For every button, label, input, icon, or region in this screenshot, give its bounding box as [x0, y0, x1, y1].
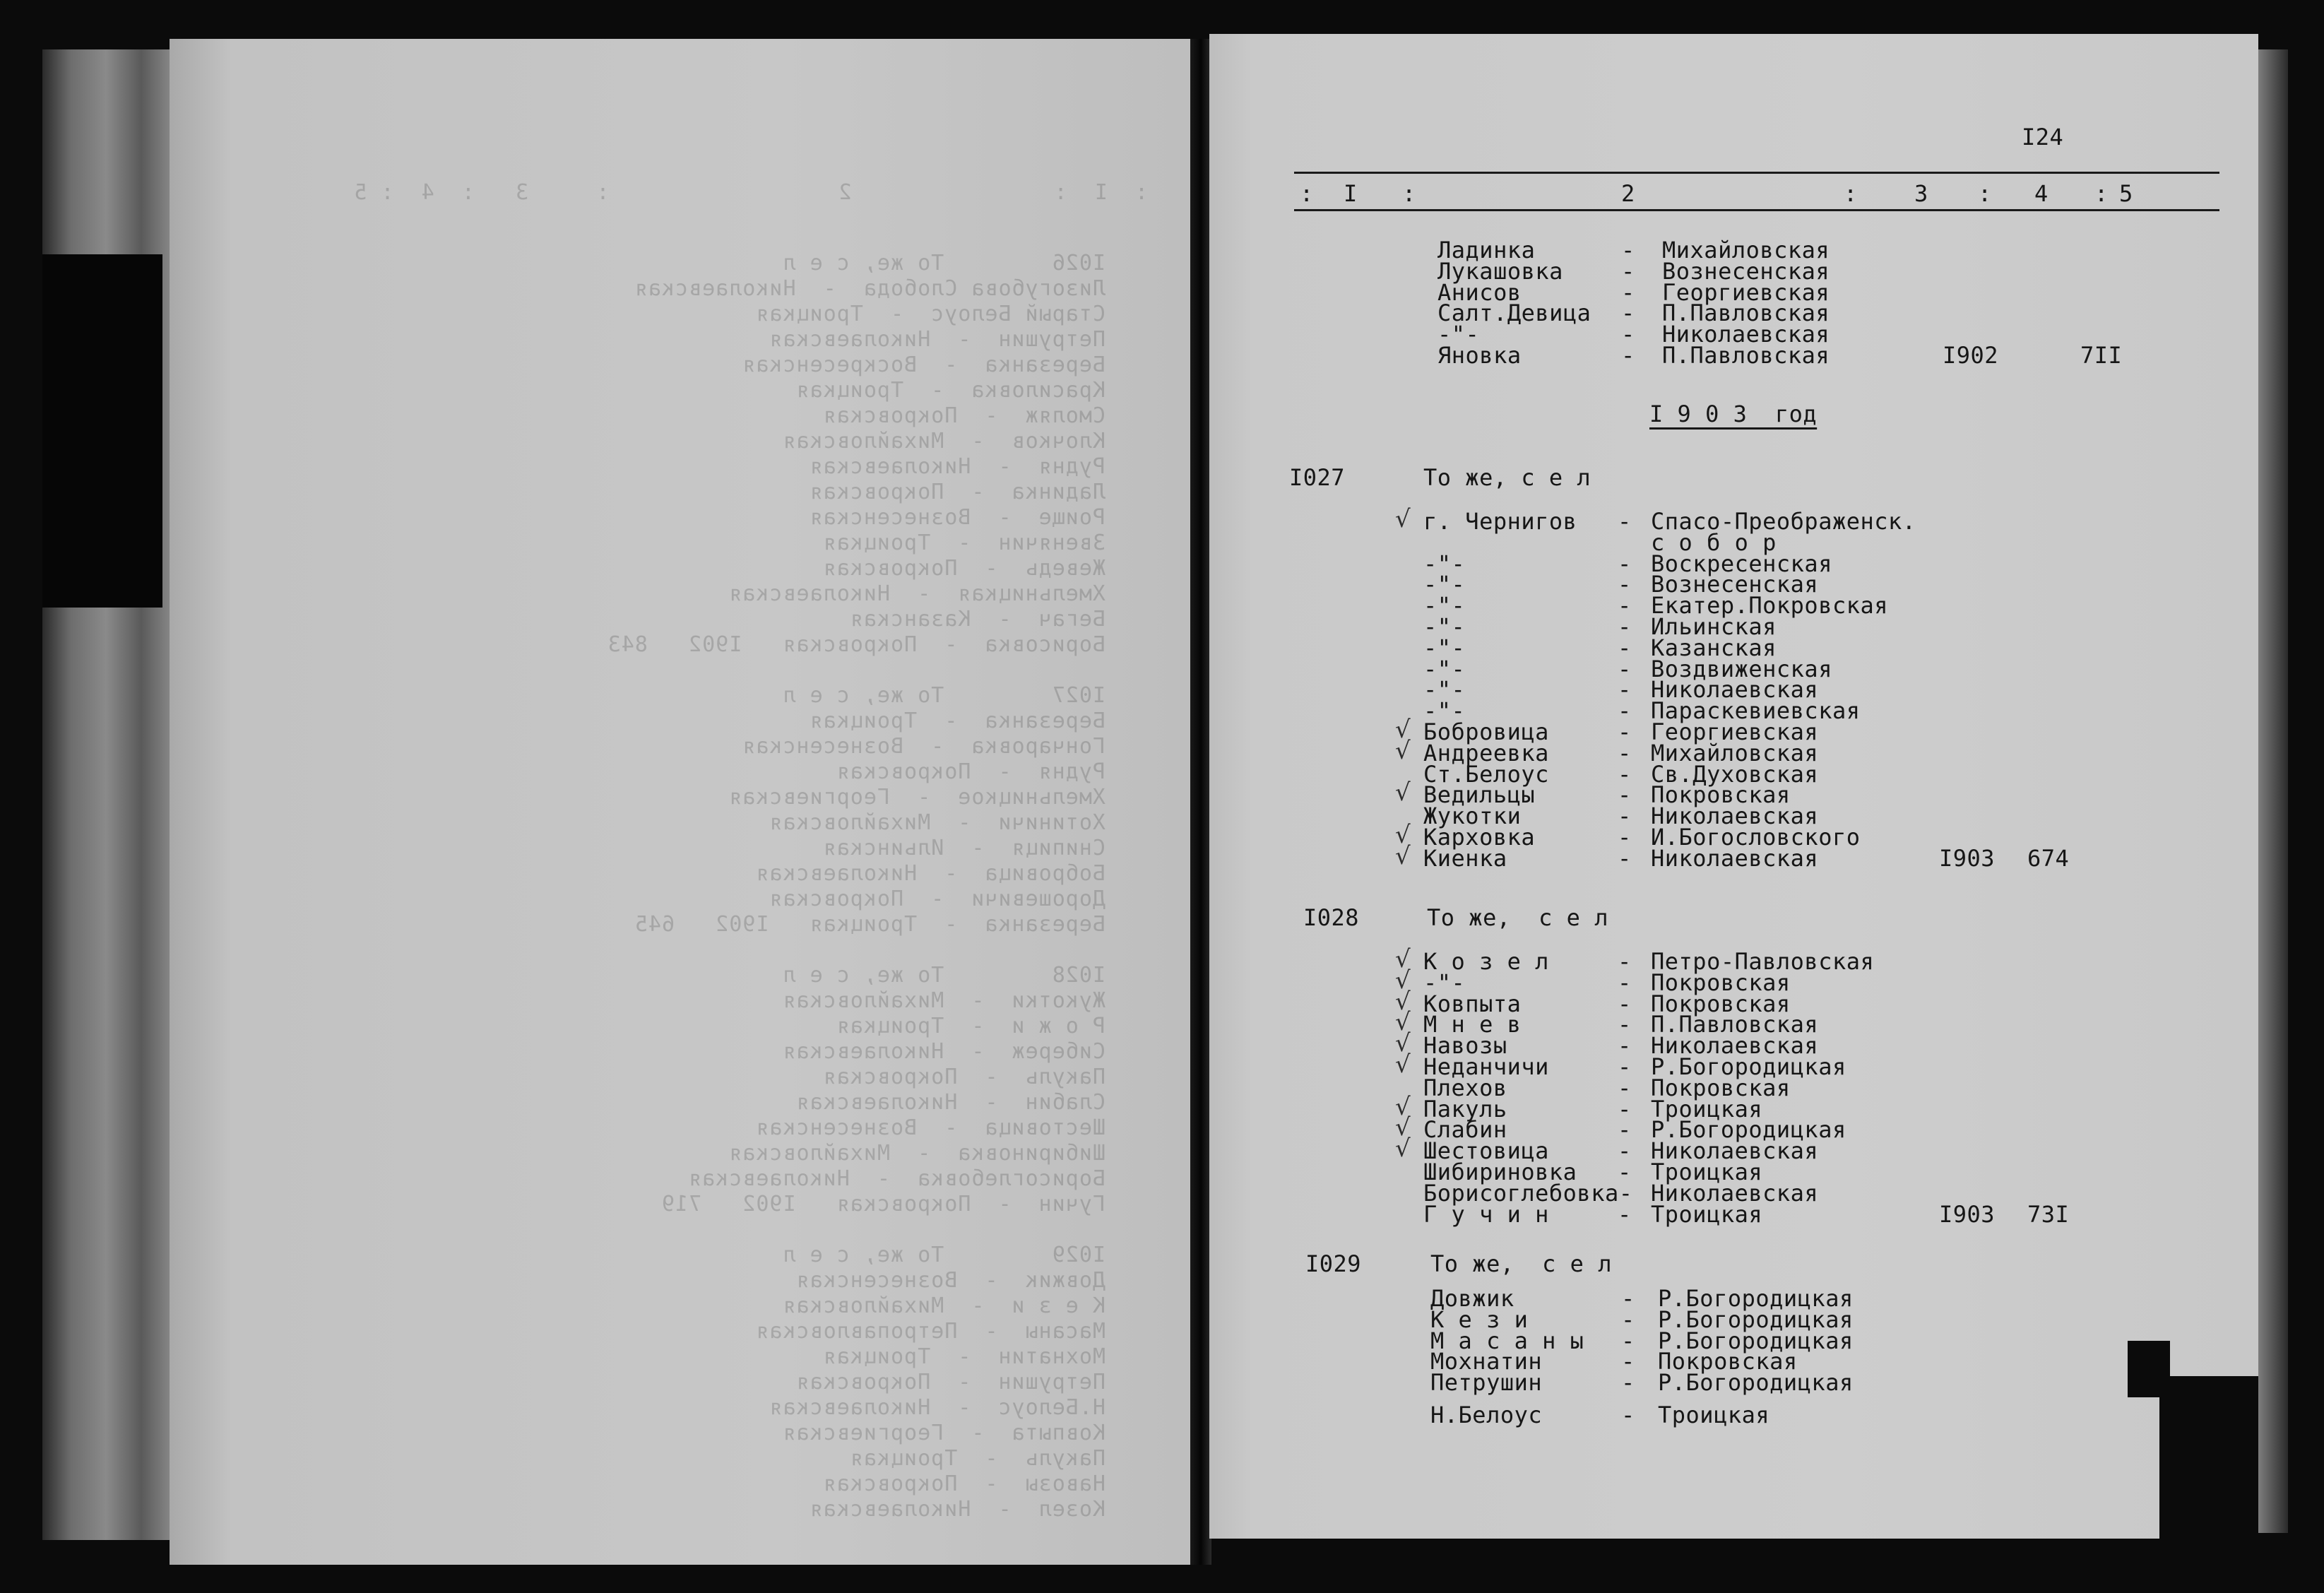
- entry-row-dash: -: [1618, 613, 1632, 640]
- entry-row-place: Н.Белоус: [1430, 1402, 1543, 1428]
- entry-row-dash: -: [1621, 1305, 1635, 1333]
- entry-row-church: Покровская: [1651, 781, 1791, 809]
- entry-row-church: П.Павловская: [1651, 1011, 1819, 1038]
- entry-row-dash: -: [1618, 508, 1632, 535]
- entry-row-dash: -: [1618, 1137, 1632, 1165]
- top-year: I902: [1943, 342, 1999, 369]
- entry-row-check-mark: √: [1395, 987, 1411, 1016]
- showthrough-line: Петрушин - Покровская: [795, 1370, 1105, 1394]
- showthrough-header: : I : 2 : 3 : 4 : 5: [353, 180, 1148, 205]
- showthrough-line: Навозы - Покровская: [822, 1471, 1105, 1496]
- entry-row-place: -"-: [1423, 697, 1466, 725]
- entry-row-check-mark: √: [1395, 716, 1411, 744]
- entry-row-place: Андреевка: [1423, 739, 1549, 766]
- top-church: Николаевская: [1662, 321, 1830, 348]
- entry-row-dash: -: [1621, 1369, 1635, 1397]
- showthrough-line: Жеведь - Покровская: [822, 556, 1105, 581]
- entry-row-church: Воздвиженская: [1651, 655, 1832, 682]
- entry-row-dash: -: [1618, 739, 1632, 766]
- showthrough-line: Пакуль - Троицкая: [849, 1446, 1105, 1471]
- showthrough-line: I028 То же, с е л: [782, 963, 1105, 988]
- black-tab-upper: [42, 254, 162, 608]
- entry-row-place: Мохнатин: [1430, 1348, 1543, 1375]
- entry-row-church: с о б о р: [1651, 528, 1777, 556]
- entry-row-place: Жукотки: [1423, 803, 1522, 830]
- entry-row-church: Р.Богородицкая: [1658, 1369, 1854, 1397]
- showthrough-line: Ладинка - Покровская: [809, 480, 1105, 504]
- entry-row-place: Петрушин: [1430, 1369, 1543, 1397]
- showthrough-line: Старый Белоус - Троицкая: [755, 302, 1105, 326]
- showthrough-line: Березанка - Троицкая: [809, 709, 1105, 733]
- entry-number: I027: [1289, 464, 1346, 491]
- entry-row-place: М н е в: [1423, 1011, 1522, 1038]
- showthrough-line: Гончаровка - Вознесенская: [742, 734, 1105, 759]
- showthrough-line: I026 То же, с е л: [782, 251, 1105, 276]
- entry-row-place: М а с а н ы: [1430, 1327, 1584, 1354]
- showthrough-line: Слабин - Николаевская: [795, 1090, 1105, 1115]
- entry-row-place: К е з и: [1430, 1305, 1529, 1333]
- page-corner-notch: [2159, 1376, 2258, 1539]
- entry-row-church: Р.Богородицкая: [1651, 1116, 1846, 1144]
- left-page-showthrough: [170, 39, 1190, 1565]
- top-place: Лукашовка: [1437, 257, 1563, 285]
- entry-row-church: Троицкая: [1651, 1200, 1763, 1228]
- column-header-2: :: [1402, 180, 1416, 207]
- entry-row-place: г. Чернигов: [1423, 508, 1577, 535]
- column-header-0: :: [1300, 180, 1314, 207]
- entry-row-count: 73I: [2027, 1200, 2070, 1228]
- entry-row-dash: -: [1621, 1348, 1635, 1375]
- entry-row-dash: -: [1618, 803, 1632, 830]
- entry-row-church: Троицкая: [1658, 1402, 1770, 1428]
- entry-row-check-mark: √: [1395, 505, 1411, 533]
- showthrough-line: Сибереж - Николаевская: [782, 1039, 1105, 1064]
- entry-row-place: Плехов: [1423, 1074, 1507, 1101]
- entry-row-dash: -: [1618, 948, 1632, 975]
- showthrough-line: Роище - Вознесенская: [809, 505, 1105, 530]
- entry-row-dash: -: [1618, 676, 1632, 704]
- book-gutter: [1190, 39, 1211, 1565]
- entry-row-dash: -: [1618, 550, 1632, 577]
- showthrough-line: Звенячин - Троицкая: [822, 531, 1105, 555]
- top-count: 7II: [2080, 342, 2123, 369]
- entry-row-dash: -: [1618, 571, 1632, 598]
- entry-row-check-mark: √: [1395, 1050, 1411, 1079]
- entry-row-place: -"-: [1423, 655, 1466, 682]
- left-page: [170, 39, 1190, 1565]
- entry-row-church: Покровская: [1651, 969, 1791, 996]
- entry-row-place: Ковпыта: [1423, 990, 1522, 1017]
- entry-row-place: Карховка: [1423, 824, 1536, 851]
- showthrough-line: Н.Белоус - Николаевская: [769, 1395, 1105, 1420]
- column-header-3: 2: [1621, 180, 1635, 207]
- showthrough-line: Мохнатин - Троицкая: [822, 1344, 1105, 1369]
- entry-row-check-mark: √: [1395, 1092, 1411, 1121]
- entry-row-place: Ведильцы: [1423, 781, 1536, 809]
- entry-row-church: Георгиевская: [1651, 718, 1819, 745]
- entry-row-church: Спасо-Преображенск.: [1651, 508, 1916, 535]
- top-church: П.Павловская: [1662, 300, 1830, 327]
- entry-heading: То же, с е л: [1430, 1250, 1612, 1277]
- entry-row-place: Неданчичи: [1423, 1053, 1549, 1080]
- column-header-7: 4: [2034, 180, 2049, 207]
- entry-row-place: -"-: [1423, 613, 1466, 640]
- entry-row-church: Р.Богородицкая: [1658, 1327, 1854, 1354]
- showthrough-line: Дорошевичи - Покровская: [769, 887, 1105, 911]
- entry-row-church: Казанская: [1651, 634, 1777, 661]
- showthrough-line: Жукотки - Михайловская: [782, 988, 1105, 1013]
- top-church: Михайловская: [1662, 237, 1830, 263]
- top-dash: -: [1621, 278, 1635, 306]
- entry-row-church: Р.Богородицкая: [1658, 1305, 1854, 1333]
- top-place: Ладинка: [1437, 237, 1536, 263]
- entry-row-place: К о з е л: [1423, 948, 1549, 975]
- right-page-edge: [2258, 49, 2288, 1533]
- entry-row-church: Воскресенская: [1651, 550, 1832, 577]
- showthrough-line: Лизогубова Слобода - Николаевская: [634, 276, 1105, 301]
- entry-row-dash: -: [1618, 1053, 1632, 1080]
- entry-row-church: Николаевская: [1651, 1137, 1819, 1165]
- top-church: Георгиевская: [1662, 278, 1830, 306]
- entry-row-check-mark: √: [1395, 1029, 1411, 1058]
- showthrough-line: Масаны - Петропавловская: [755, 1319, 1105, 1344]
- showthrough-line: Р о ж и - Троицкая: [836, 1014, 1105, 1038]
- entry-row-place: Шибириновка: [1423, 1159, 1577, 1185]
- entry-row-year: I903: [1939, 1200, 1996, 1228]
- header-rule-top: [1294, 172, 2219, 174]
- entry-row-dash: -: [1618, 634, 1632, 661]
- entry-row-church: Петро-Павловская: [1651, 948, 1875, 975]
- entry-row-place: Слабин: [1423, 1116, 1507, 1144]
- showthrough-line: К е з и - Михайловская: [782, 1293, 1105, 1318]
- entry-row-check-mark: √: [1395, 1113, 1411, 1142]
- showthrough-line: Хмельницкая - Николаевская: [728, 581, 1105, 606]
- entry-row-dash: -: [1621, 1285, 1635, 1312]
- showthrough-line: Рудня - Покровская: [836, 759, 1105, 784]
- showthrough-line: Бобровица - Николаевская: [755, 861, 1105, 886]
- showthrough-line: I027 То же, с е л: [782, 683, 1105, 708]
- entry-number: I029: [1305, 1250, 1362, 1277]
- showthrough-line: Шибириновка - Михайловская: [728, 1141, 1105, 1166]
- entry-row-place: -"-: [1423, 969, 1466, 996]
- page-number: I24: [2022, 124, 2064, 150]
- entry-row-place: -"-: [1423, 550, 1466, 577]
- column-header-6: :: [1978, 180, 1992, 207]
- column-header-5: 3: [1914, 180, 1928, 207]
- entry-row-church: Покровская: [1651, 990, 1791, 1017]
- entry-row-church: Р.Богородицкая: [1651, 1053, 1846, 1080]
- entry-row-check-mark: √: [1395, 966, 1411, 995]
- entry-row-check-mark: √: [1395, 821, 1411, 849]
- showthrough-line: Борисовка - Покровская I902 843: [607, 632, 1105, 657]
- entry-row-dash: -: [1618, 718, 1632, 745]
- entry-row-year: I903: [1939, 844, 1996, 872]
- entry-row-dash: -: [1621, 1327, 1635, 1354]
- entry-row-place: Навозы: [1423, 1032, 1507, 1060]
- entry-row-church: Николаевская: [1651, 803, 1819, 830]
- entry-row-church: Ильинская: [1651, 613, 1777, 640]
- entry-row-check-mark: √: [1395, 841, 1411, 870]
- entry-row-dash: -: [1618, 655, 1632, 682]
- entry-row-church: Екатер.Покровская: [1651, 592, 1889, 620]
- showthrough-line: Пакуль - Покровская: [822, 1065, 1105, 1089]
- showthrough-line: Рудня - Николаевская: [809, 454, 1105, 479]
- entry-row-church: И.Богословского: [1651, 824, 1861, 851]
- top-church: П.Павловская: [1662, 342, 1830, 369]
- entry-row-dash: -: [1618, 1200, 1632, 1228]
- column-header-9: 5: [2119, 180, 2133, 207]
- entry-heading: То же, с е л: [1427, 904, 1608, 931]
- top-place: -"-: [1437, 321, 1480, 348]
- entry-row-dash: -: [1618, 990, 1632, 1017]
- entry-row-church: Михайловская: [1651, 739, 1819, 766]
- showthrough-line: Козел - Николаевская: [809, 1497, 1105, 1522]
- entry-row-place: Шестовица: [1423, 1137, 1549, 1165]
- entry-row-check-mark: √: [1395, 778, 1411, 807]
- column-header-4: :: [1844, 180, 1858, 207]
- entry-row-church: Р.Богородицкая: [1658, 1285, 1854, 1312]
- entry-row-church: Николаевская: [1651, 844, 1819, 872]
- entry-row-place: -"-: [1423, 571, 1466, 598]
- header-rule-bottom: [1294, 209, 2219, 211]
- column-header-1: I: [1344, 180, 1358, 207]
- entry-row-place: -"-: [1423, 592, 1466, 620]
- top-place: Яновка: [1437, 342, 1522, 369]
- top-dash: -: [1621, 257, 1635, 285]
- entry-row-church: Николаевская: [1651, 1179, 1819, 1207]
- showthrough-line: Смоляж - Покровская: [822, 403, 1105, 428]
- entry-row-church: Троицкая: [1651, 1159, 1763, 1185]
- showthrough-line: Снипиця - Ильинская: [822, 836, 1105, 860]
- entry-row-church: Покровская: [1651, 1074, 1791, 1101]
- entry-row-place: -"-: [1423, 676, 1466, 704]
- entry-row-place: Г у ч и н: [1423, 1200, 1549, 1228]
- showthrough-line: Довжик - Вознесенская: [795, 1268, 1105, 1293]
- entry-row-check-mark: √: [1395, 736, 1411, 765]
- entry-row-check-mark: √: [1395, 1008, 1411, 1037]
- entry-row-dash: -: [1618, 781, 1632, 809]
- entry-row-dash: -: [1618, 697, 1632, 725]
- showthrough-line: Хотиничи - Михайловская: [769, 810, 1105, 835]
- entry-row-church: Покровская: [1658, 1348, 1798, 1375]
- entry-row-dash: -: [1618, 1011, 1632, 1038]
- entry-row-church: Св.Духовская: [1651, 760, 1819, 788]
- entry-row-dash: -: [1621, 1402, 1635, 1428]
- entry-row-place: -"-: [1423, 634, 1466, 661]
- entry-row-dash: -: [1618, 1159, 1632, 1185]
- top-place: Салт.Девица: [1437, 300, 1591, 327]
- entry-row-dash: -: [1618, 844, 1632, 872]
- entry-row-dash: -: [1618, 969, 1632, 996]
- entry-row-dash: -: [1618, 1074, 1632, 1101]
- showthrough-line: Шестовица - Вознесенская: [755, 1115, 1105, 1140]
- showthrough-line: Клочков - Михайловская: [782, 429, 1105, 454]
- entry-row-check-mark: √: [1395, 1135, 1411, 1163]
- entry-row-dash: -: [1618, 1095, 1632, 1123]
- entry-row-church: Вознесенская: [1651, 571, 1819, 598]
- entry-row-place: Ст.Белоус: [1423, 760, 1549, 788]
- entry-row-dash: -: [1618, 824, 1632, 851]
- column-header-8: :: [2094, 180, 2109, 207]
- year-heading: I 9 0 3 год: [1649, 401, 1818, 427]
- showthrough-line: Хмельницкое - Георгиевская: [728, 785, 1105, 810]
- showthrough-line: Березанка - Троицкая I902 645: [634, 912, 1105, 937]
- entry-number: I028: [1303, 904, 1360, 931]
- top-dash: -: [1621, 300, 1635, 327]
- entry-row-check-mark: √: [1395, 945, 1411, 973]
- entry-row-dash: -: [1618, 1032, 1632, 1060]
- top-dash: -: [1621, 342, 1635, 369]
- entry-row-dash: -: [1618, 592, 1632, 620]
- showthrough-line: Бегач - Казанская: [849, 607, 1105, 632]
- entry-row-place: Пакуль: [1423, 1095, 1507, 1123]
- entry-row-dash: -: [1618, 760, 1632, 788]
- showthrough-line: Березанка - Воскресенская: [742, 353, 1105, 377]
- entry-row-place: Довжик: [1430, 1285, 1514, 1312]
- entry-row-church: Троицкая: [1651, 1095, 1763, 1123]
- showthrough-line: Красиловка - Троицкая: [795, 378, 1105, 403]
- entry-row-dash: -: [1618, 1116, 1632, 1144]
- showthrough-line: Гучин - Покровская I902 719: [660, 1192, 1105, 1216]
- right-page: [1209, 34, 2258, 1539]
- entry-row-place: Киенка: [1423, 844, 1507, 872]
- showthrough-line: I029 То же, с е л: [782, 1243, 1105, 1267]
- entry-row-place: Бобровица: [1423, 718, 1549, 745]
- entry-row-church: Николаевская: [1651, 676, 1819, 704]
- entry-row-church: Параскевиевская: [1651, 697, 1861, 725]
- showthrough-line: Петрушин - Николаевская: [769, 327, 1105, 352]
- top-place: Анисов: [1437, 278, 1522, 306]
- top-church: Вознесенская: [1662, 257, 1830, 285]
- entry-row-church: Николаевская: [1651, 1032, 1819, 1060]
- top-dash: -: [1621, 321, 1635, 348]
- entry-row-place: Борисоглебовка-: [1423, 1179, 1633, 1207]
- showthrough-line: Ковпыта - Георгиевская: [782, 1421, 1105, 1445]
- top-dash: -: [1621, 237, 1635, 263]
- entry-heading: То же, с е л: [1423, 464, 1591, 491]
- showthrough-line: Борисоглебовка - Николаевская: [688, 1166, 1105, 1191]
- entry-row-count: 674: [2027, 844, 2070, 872]
